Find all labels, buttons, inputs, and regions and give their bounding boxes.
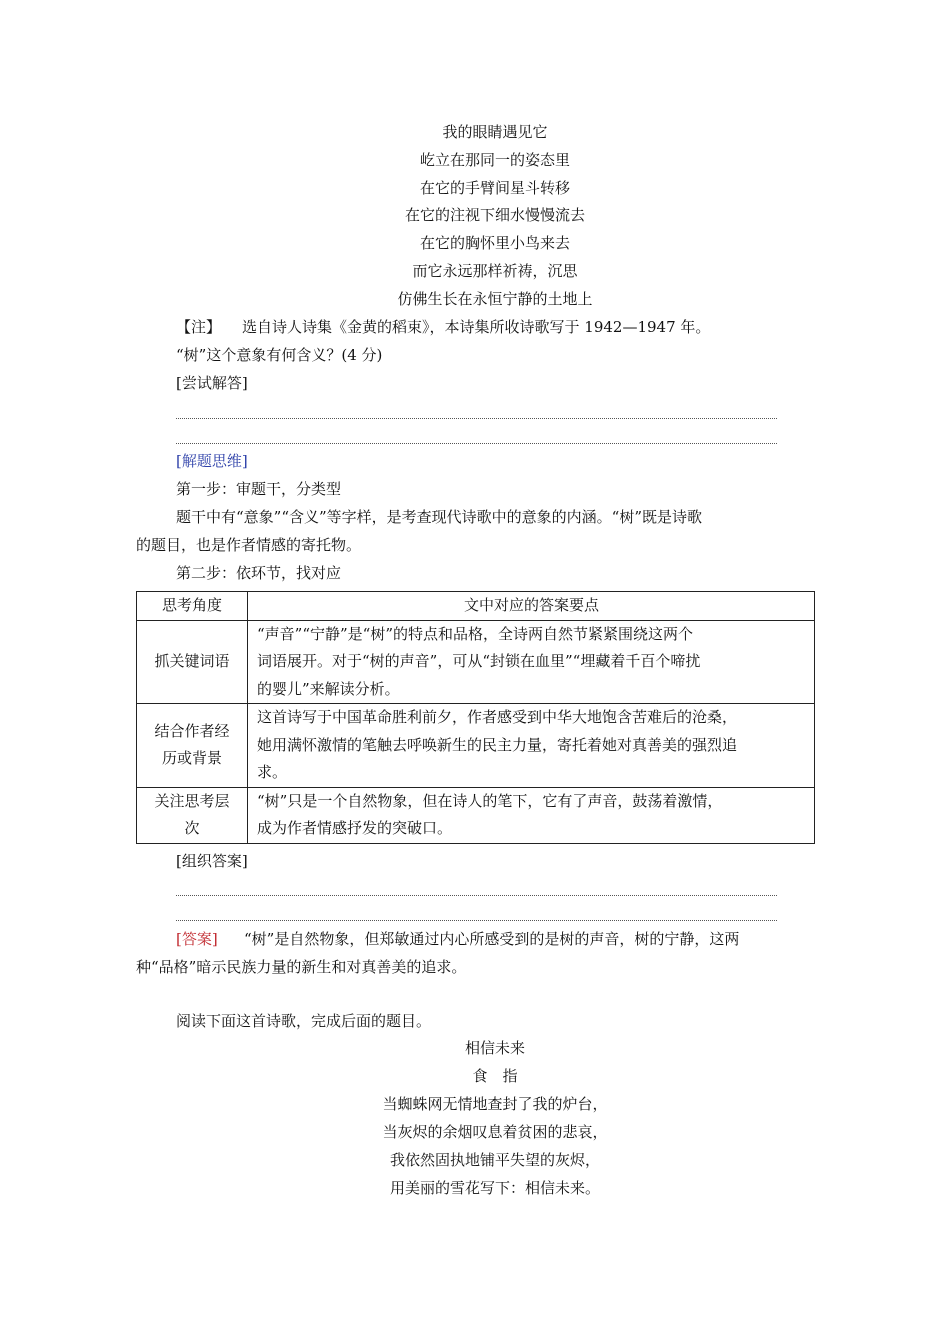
- points-text: 的婴儿”来解读分析。: [257, 679, 400, 698]
- table-cell-angle: [137, 620, 248, 704]
- answer-text: 种“品格”暗示民族力量的新生和对真善美的追求。: [136, 958, 467, 976]
- answer-line-3: [176, 895, 777, 896]
- poem-1-line: 仿佛生长在永恒宁静的土地上: [397, 290, 593, 308]
- angle-text: 抓关键词语: [154, 652, 230, 670]
- note-text: 选自诗人诗集《金黄的稻束》，本诗集所收诗歌写于 1942—1947 年。: [242, 318, 711, 336]
- table-row: [137, 620, 815, 704]
- angle-text: 关注思考层: [154, 791, 230, 810]
- poem-2-line: 当灰烬的余烟叹息着贫困的悲哀，: [382, 1123, 608, 1141]
- answer-text: “树”是自然物象，但郑敏通过内心所感受到的是树的声音，树的宁静，这两: [244, 930, 740, 948]
- poem-2-line: 用美丽的雪花写下：相信未来。: [389, 1179, 600, 1197]
- poem-1-line: 在它的注视下细水慢慢流去: [404, 206, 585, 224]
- step-1-text: 题干中有“意象”“含义”等字样，是考查现代诗歌中的意象的内涵。“树”既是诗歌: [176, 508, 703, 526]
- poem-1-line: 我的眼睛遇见它: [442, 123, 548, 141]
- analysis-table: [136, 591, 815, 844]
- table-header-points: 文中对应的答案要点: [248, 592, 815, 621]
- step-1-title: 第一步：审题干，分类型: [176, 480, 342, 498]
- poem-2-line: 我依然固执地铺平失望的灰烬，: [389, 1151, 600, 1169]
- poem-2-title: 相信未来: [464, 1039, 525, 1057]
- poem-1-line: 在它的手臂间星斗转移: [419, 179, 570, 197]
- poem-1-line: 屹立在那同一的姿态里: [419, 151, 570, 169]
- poem-1-line: 在它的胸怀里小鸟来去: [419, 234, 570, 252]
- poem-2-author: 食 指: [472, 1067, 518, 1085]
- points-text: 她用满怀激情的笔触去呼唤新生的民主力量，寄托着她对真善美的强烈追: [257, 735, 738, 754]
- table-cell-points: [248, 787, 815, 843]
- table-row: [137, 787, 815, 843]
- organize-answer-label: [组织答案]: [176, 852, 248, 870]
- poem-1-line: 而它永远那样祈祷，沉思: [412, 262, 578, 280]
- thinking-label: [解题思维]: [176, 452, 248, 470]
- angle-text: 历或背景: [161, 749, 222, 768]
- attempt-answer-label: [尝试解答]: [176, 374, 248, 392]
- points-text: 词语展开。对于“树的声音”，可从“封锁在血里”“埋藏着千百个啼扰: [257, 652, 701, 670]
- table-header-row: [137, 592, 815, 621]
- question-text: “树”这个意象有何含义？(4 分): [176, 346, 383, 364]
- points-text: 这首诗写于中国革命胜利前夕，作者感受到中华大地饱含苦难后的沧桑，: [257, 708, 738, 726]
- table-header-angle: 思考角度: [137, 592, 248, 621]
- answer-line-1: [176, 418, 777, 419]
- points-text: 成为作者情感抒发的突破口。: [257, 819, 453, 837]
- table-cell-points: [248, 704, 815, 788]
- points-text: “声音”“宁静”是“树”的特点和品格，全诗两自然节紧紧围绕这两个: [257, 624, 694, 643]
- angle-text: 次: [184, 819, 200, 837]
- poem-2-line: 当蜘蛛网无情地查封了我的炉台，: [382, 1095, 608, 1113]
- points-text: 求。: [257, 763, 288, 781]
- table-row: [137, 704, 815, 788]
- answer-line-2: [176, 443, 777, 444]
- table-cell-angle: [137, 787, 248, 843]
- step-2-title: 第二步：依环节，找对应: [176, 564, 342, 582]
- answer-label: [答案]: [176, 930, 218, 948]
- table-cell-angle: [137, 704, 248, 788]
- table-cell-points: [248, 620, 815, 704]
- answer-line-4: [176, 920, 777, 921]
- step-1-text: 的题目，也是作者情感的寄托物。: [136, 536, 362, 554]
- note-label: 【注】: [176, 318, 222, 336]
- reading-prompt: 阅读下面这首诗歌，完成后面的题目。: [176, 1012, 432, 1030]
- points-text: “树”只是一个自然物象，但在诗人的笔下，它有了声音，鼓荡着激情，: [257, 791, 723, 810]
- angle-text: 结合作者经: [154, 721, 230, 740]
